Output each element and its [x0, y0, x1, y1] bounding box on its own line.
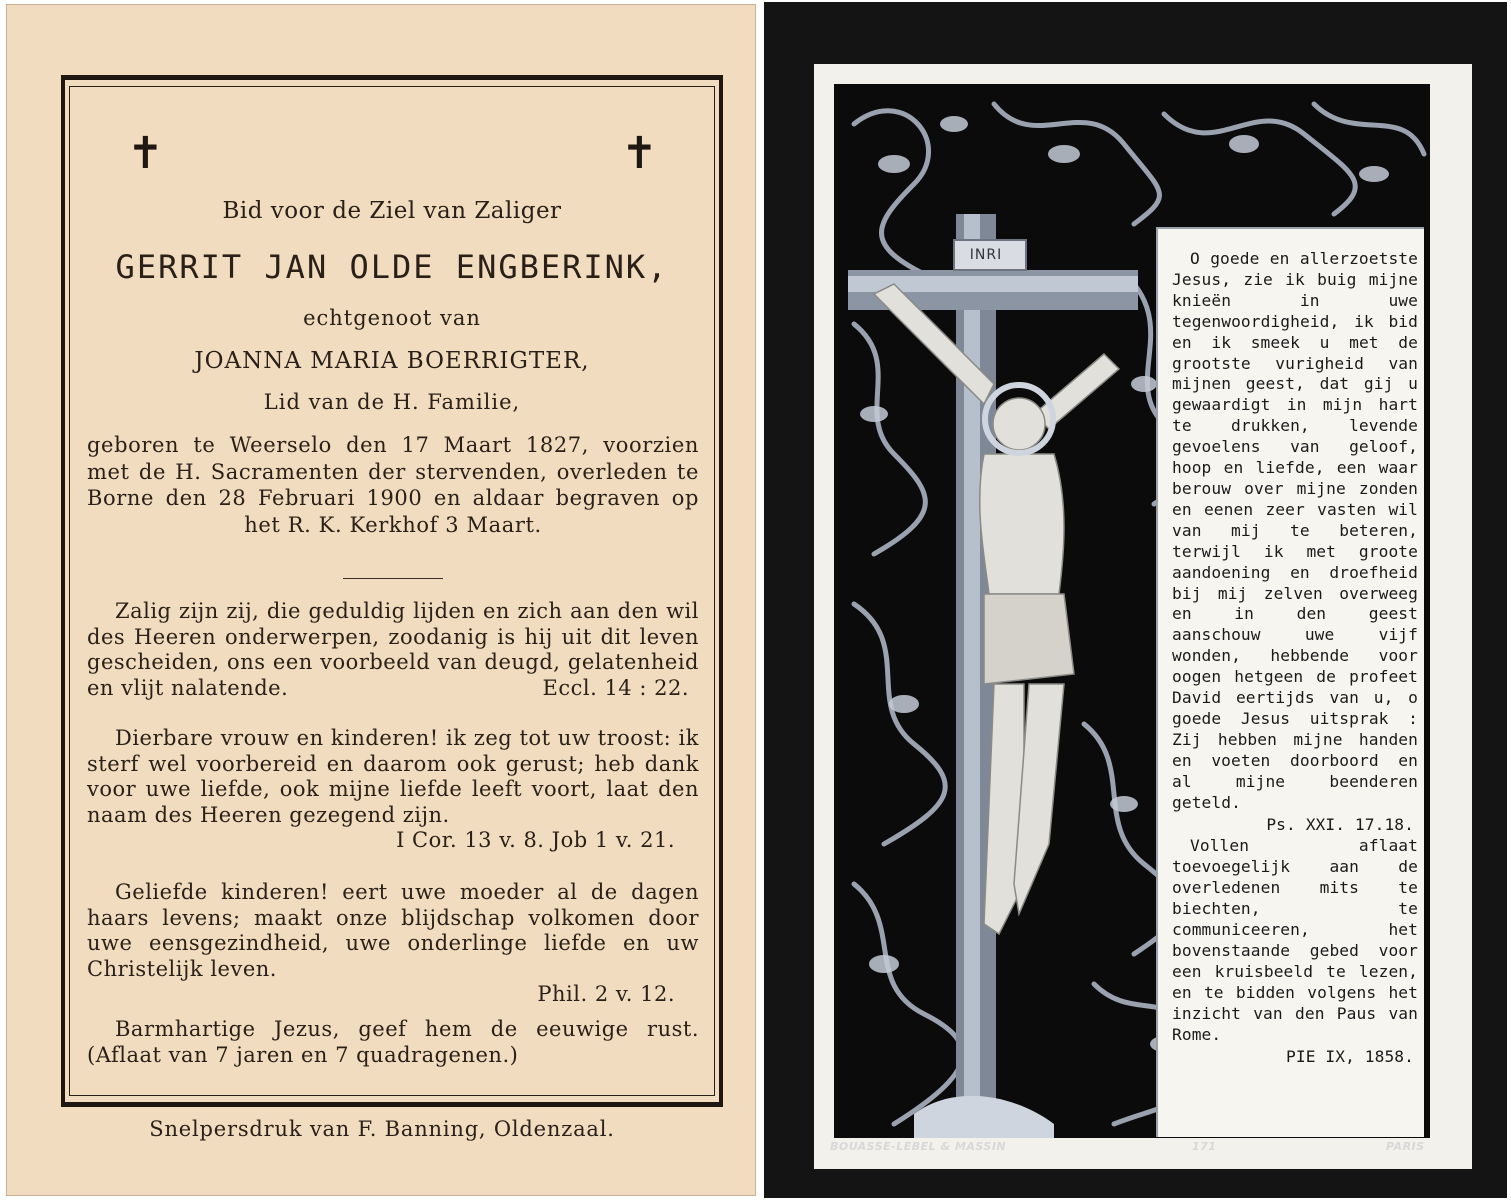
- membership: Lid van de H. Familie,: [263, 390, 521, 414]
- prayer-text: O goede en allerzoetste Jesus, zie ik buig mijne knieën in uwe tegenwoordigheid, ik bid en ik smeek u met de grootste vurigheid van mijnen geest, dat gij u gewaardigt in mijn hart te drukken, levende gevoelens van geloof, hoop en liefde, een waar berouw over mijne zonden en eenen zeer vasten wil van mij te beteren, terwijl ik met groote aandoening en droefheid bij mij zelven overweeg en in den geest aanschouw uwe vijf wonden, hebbende voor oogen hetgeen de profeet David eertijds van u, o goede Jesus uitsprak : Zij hebben mijne handen en voeten doorboord en al mijne beenderen geteld.: [1172, 249, 1418, 812]
- memorial-card-image-side: [764, 2, 1507, 1198]
- paragraph-4-text: Barmhartige Jezus, geef hem de eeuwige rust. (Aflaat van 7 jaren en 7 quadragenen.): [87, 1017, 699, 1067]
- prayer-text-block: [1172, 249, 1418, 1068]
- papal-signature: PIE IX, 1858.: [1286, 1047, 1414, 1067]
- cross-icon: ✝: [621, 128, 658, 179]
- paragraph-2: [87, 726, 699, 854]
- spouse-name: JOANNA MARIA BOERRIGTER,: [194, 348, 590, 374]
- paragraph-3-reference: Phil. 2 v. 12.: [537, 982, 675, 1007]
- prayer-reference: Ps. XXI. 17.18.: [1266, 815, 1414, 835]
- publisher-imprint: BOUASSE-LEBEL & MASSIN: [830, 1140, 1007, 1153]
- paragraph-3: [87, 880, 699, 1008]
- corpus-figure: [874, 284, 1119, 934]
- printer-imprint: Snelpersdruk van F. Banning, Oldenzaal.: [149, 1117, 615, 1141]
- paragraph-2-text: Dierbare vrouw en kinderen! ik zeg tot uw troost: ik sterf wel voorbereid en daarom ook gerust; heb dank voor uwe liefde, ook mijne liefde leeft voort, laat den naam des Heeren gezegend zijn.: [87, 726, 699, 827]
- cross-icon: ✝: [127, 128, 164, 179]
- pray-line: Bid voor de Ziel van Zaliger: [222, 198, 562, 224]
- mourning-frame: [61, 75, 723, 1107]
- plate-number: 171: [1192, 1140, 1217, 1153]
- paragraph-4: [87, 1017, 699, 1068]
- ground-rock: [914, 1096, 1054, 1138]
- deceased-name: GERRIT JAN OLDE ENGBERINK,: [115, 248, 669, 286]
- divider: [343, 578, 443, 579]
- paragraph-1-text: Zalig zijn zij, die geduldig lijden en zich aan den wil des Heeren onderwerpen, zoodanig is hij uit dit leven gescheiden, ons een voorbeeld van deugd, gelatenheid en vlijt nalatende.: [87, 599, 699, 700]
- biography: geboren te Weerselo den 17 Maart 1827, voorzien met de H. Sacramenten der stervenden, overleden te Borne den 28 Februari 1900 en aldaar begraven op het R. K. Kerkhof 3 Maart.: [87, 433, 699, 537]
- publisher-city: PARIS: [1386, 1140, 1425, 1153]
- memorial-card-text-side: [6, 4, 756, 1196]
- paragraph-1: [87, 599, 699, 701]
- paragraph-1-reference: Eccl. 14 : 22.: [542, 675, 689, 700]
- paragraph-3-text: Geliefde kinderen! eert uwe moeder al de dagen haars levens; maakt onze blijdschap volkomen door uwe eensgezindheid, uwe onderlinge liefde en uw Christelijk leven.: [87, 880, 699, 981]
- inri-text: INRI: [969, 247, 1003, 263]
- indulgence-text: Vollen aflaat toevoegelijk aan de overledenen mits te biechten, te communiceeren, het bovenstaande gebed voor een kruisbeeld te lezen, en te bidden volgens het inzicht van den Paus van Rome.: [1172, 836, 1418, 1044]
- spouse-label: echtgenoot van: [303, 306, 481, 330]
- paragraph-2-reference: I Cor. 13 v. 8. Job 1 v. 21.: [396, 828, 675, 853]
